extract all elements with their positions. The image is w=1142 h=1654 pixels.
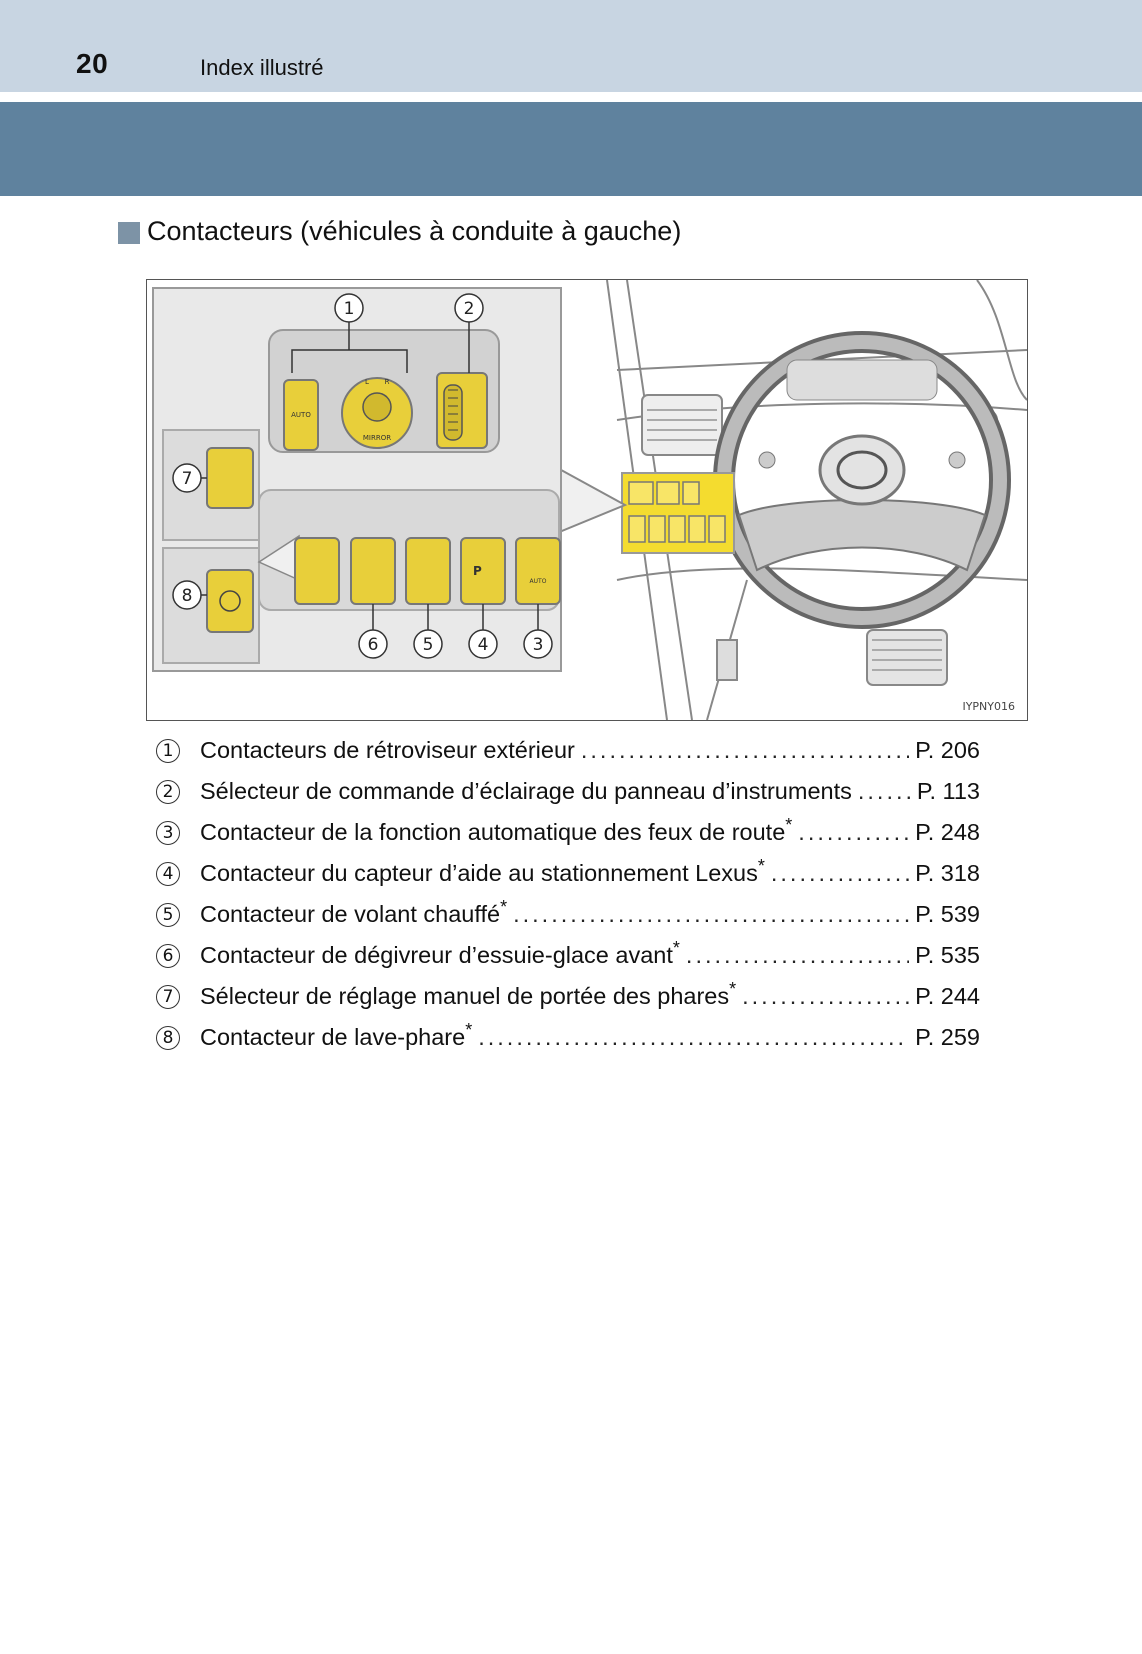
page-reference[interactable]: P. 248 — [915, 819, 980, 845]
page-reference[interactable]: P. 539 — [915, 901, 980, 927]
callout-6: 6 — [367, 635, 379, 655]
page-reference[interactable]: P. 113 — [916, 778, 980, 804]
page-number: 20 — [76, 48, 109, 79]
item-label: Contacteur de volant chauffé — [200, 901, 501, 927]
leader-dots — [478, 1024, 909, 1051]
header-band — [0, 0, 1142, 92]
callout-5: 5 — [422, 635, 434, 655]
callout-7: 7 — [181, 469, 193, 489]
switches-illustration — [146, 279, 1028, 721]
callout-2: 2 — [463, 299, 475, 319]
page-reference[interactable]: P. 244 — [915, 983, 980, 1009]
item-number: 4 — [156, 862, 180, 886]
callout-8: 8 — [181, 586, 193, 606]
page-reference[interactable]: P. 535 — [915, 942, 980, 968]
item-number: 3 — [156, 821, 180, 845]
leader-dots — [742, 983, 909, 1010]
figure-code: IYPNY016 — [962, 700, 1015, 713]
page-reference[interactable]: P. 318 — [915, 860, 980, 886]
header-divider — [0, 92, 1142, 102]
leader-dots — [798, 819, 909, 846]
auto-text: AUTO — [291, 411, 311, 419]
item-label: Contacteurs de rétroviseur extérieur — [200, 737, 575, 763]
item-label: Sélecteur de commande d’éclairage du panneau d’instruments — [200, 778, 852, 804]
footnote-star: * — [785, 815, 793, 836]
leader-dots — [513, 901, 909, 928]
mirror-l-text: L — [365, 378, 369, 386]
item-number: 7 — [156, 985, 180, 1009]
item-number: 5 — [156, 903, 180, 927]
callout-4: 4 — [477, 635, 489, 655]
mirror-r-text: R — [384, 378, 390, 386]
auto-text-2: AUTO — [529, 578, 547, 585]
list-item — [156, 812, 980, 853]
section-marker-icon — [118, 222, 140, 244]
section-title: Contacteurs (véhicules à conduite à gauche) — [147, 216, 682, 246]
callout-1: 1 — [343, 299, 355, 319]
list-item — [156, 1017, 980, 1058]
list-item — [156, 976, 980, 1017]
item-number: 2 — [156, 780, 180, 804]
list-item — [156, 771, 980, 812]
chapter-band — [0, 102, 1142, 196]
steering-wheel-drawing — [724, 342, 1000, 618]
item-label: Contacteur de lave-phare — [200, 1024, 466, 1050]
leader-dots — [686, 942, 909, 969]
list-item — [156, 853, 980, 894]
item-number: 6 — [156, 944, 180, 968]
item-label: Contacteur du capteur d’aide au stationnement Lexus — [200, 860, 758, 886]
item-label: Sélecteur de réglage manuel de portée des phares — [200, 983, 730, 1009]
page-reference[interactable]: P. 206 — [915, 737, 980, 763]
list-item — [156, 894, 980, 935]
footnote-star: * — [757, 856, 765, 877]
item-number: 1 — [156, 739, 180, 763]
switch-reference-list — [156, 730, 980, 1058]
item-label: Contacteur de la fonction automatique des feux de route — [200, 819, 786, 845]
footnote-star: * — [729, 979, 737, 1000]
mirror-text: MIRROR — [362, 434, 392, 442]
callout-3: 3 — [532, 635, 544, 655]
list-item — [156, 935, 980, 976]
parking-p-text: P — [473, 564, 482, 578]
leader-dots — [771, 860, 909, 887]
footnote-star: * — [500, 897, 508, 918]
item-label: Contacteur de dégivreur d’essuie-glace avant — [200, 942, 673, 968]
leader-dots — [581, 737, 909, 764]
footnote-star: * — [672, 938, 680, 959]
page-reference[interactable]: P. 259 — [915, 1024, 980, 1050]
footnote-star: * — [465, 1020, 473, 1041]
leader-dots — [858, 778, 911, 805]
item-number: 8 — [156, 1026, 180, 1050]
list-item — [156, 730, 980, 771]
chapter-title: Index illustré — [200, 55, 324, 80]
